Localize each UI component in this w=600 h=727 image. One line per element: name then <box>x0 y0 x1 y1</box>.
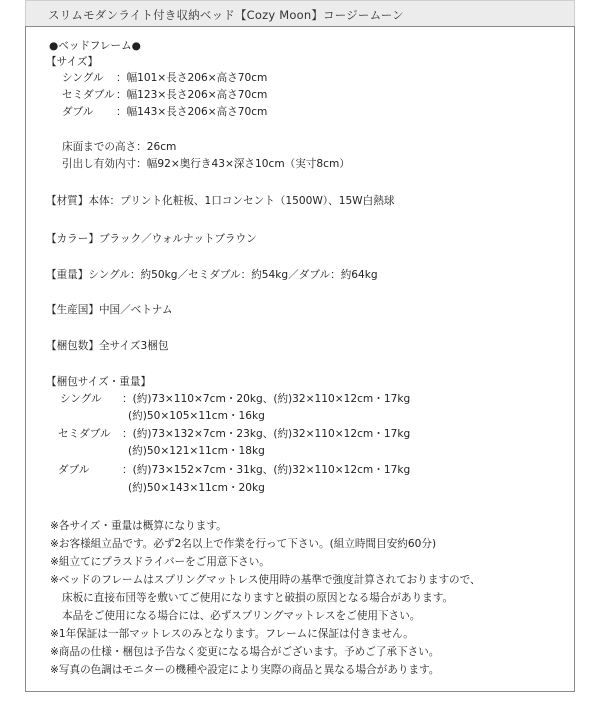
package-line1-single: ：(約)73×110×7cm・20kg、(約)32×110×12cm・17kg <box>122 393 411 405</box>
drawer-size: 引出し有効内寸：幅92×奥行き43×深さ10cm（実寸8cm） <box>62 158 350 170</box>
package-line2-semidouble: (約)50×121×11cm・18kg <box>128 445 265 457</box>
frame-heading: ●ベッドフレーム● <box>49 40 141 52</box>
size-name-double: ダブル <box>62 106 94 118</box>
packages-line: 【梱包数】全サイズ3梱包 <box>46 340 169 352</box>
note-item: ※各サイズ・重量は概算になります。 <box>50 520 227 532</box>
package-line1-double: ：(約)73×152×7cm・31kg、(約)32×110×12cm・17kg <box>122 464 411 476</box>
note-item: ※写真の色調はモニターの機種や設定により実際の商品と異なる場合があります。 <box>50 664 440 676</box>
package-line1-semidouble: ：(約)73×132×7cm・23kg、(約)32×110×12cm・17kg <box>122 428 411 440</box>
product-title: スリムモダンライト付き収納ベッド【Cozy Moon】コージームーン <box>48 8 404 22</box>
note-item: ※商品の仕様・梱包は予告なく変更になる場合がございます。予めご了承下さい。 <box>50 646 440 658</box>
size-value-semidouble: ：幅123×長さ206×高さ70cm <box>116 89 268 101</box>
package-line2-single: (約)50×105×11cm・16kg <box>128 410 265 422</box>
size-value-double: ：幅143×長さ206×高さ70cm <box>116 106 268 118</box>
origin-line: 【生産国】中国／ベトナム <box>46 304 173 316</box>
note-item: ※1年保証は一部マットレスのみとなります。フレームに保証は付きません。 <box>50 628 414 640</box>
note-item: ※組立てにプラスドライバーをご用意下さい。 <box>50 556 270 568</box>
size-value-single: ：幅101×長さ206×高さ70cm <box>116 72 268 84</box>
package-line2-double: (約)50×143×11cm・20kg <box>128 482 265 494</box>
material-line: 【材質】本体：プリント化粧板、1口コンセント（1500W）、15W白熱球 <box>46 195 395 207</box>
note-item: ※ベッドのフレームはスプリングマットレス使用時の基準で強度計算されておりますので、 <box>50 574 481 586</box>
floor-height: 床面までの高さ：26cm <box>62 141 177 153</box>
note-item: ※お客様組立品です。必ず2名以上で作業を行って下さい。(組立時間目安約60分) <box>50 538 437 550</box>
note-item: 床板に直接布団等を敷いてご使用になりますと破損の原因となる場合があります。 <box>62 592 454 604</box>
product-title-bar <box>25 0 575 27</box>
package-name-double: ダブル <box>58 464 90 476</box>
package-size-heading: 【梱包サイズ・重量】 <box>46 376 152 388</box>
note-item: 本品をご使用になる場合には、必ずスプリングマットレスをご使用下さい。 <box>62 610 421 622</box>
size-name-single: シングル <box>62 72 104 84</box>
size-name-semidouble: セミダブル <box>62 89 115 101</box>
size-heading: 【サイズ】 <box>46 56 99 68</box>
color-line: 【カラー】ブラック／ウォルナットブラウン <box>46 233 257 245</box>
package-name-semidouble: セミダブル <box>58 428 111 440</box>
weight-line: 【重量】シングル：約50kg／セミダブル：約54kg／ダブル：約64kg <box>46 269 378 281</box>
package-name-single: シングル <box>60 393 102 405</box>
